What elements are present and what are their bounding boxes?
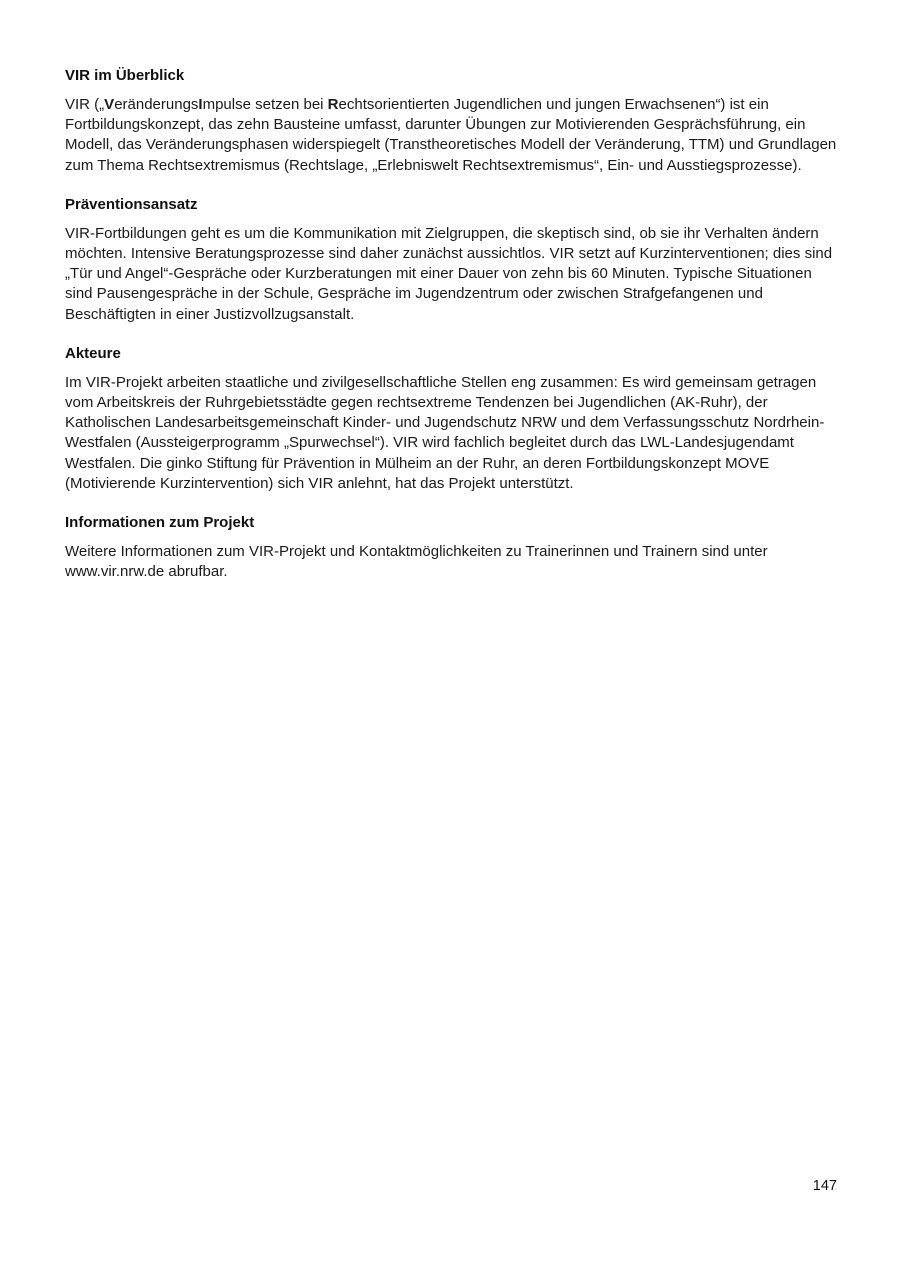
section-praeventionsansatz bbox=[65, 195, 837, 325]
overview-bold-letter-i: I bbox=[198, 96, 203, 113]
overview-text-3: mpulse setzen bei bbox=[202, 96, 328, 113]
paragraph-praeventionsansatz: VIR-Fortbildungen geht es um die Kommunikation mit Zielgruppen, die skeptisch sind, ob sie ihr Verhalten ändern möchten. Intensive Beratungsprozesse sind daher zunächst aussichtlos. VIR setzt auf Kurzinterventionen; dies sind „Tür und Angel“-Gespräche oder Kurzberatungen mit einer Dauer von zehn bis 60 Minuten. Typische Situationen sind Pausengespräche in der Schule, Gespräche im Jugendzentrum oder zwischen Strafgefangenen und Beschäftigten in einer Justizvollzugsanstalt. bbox=[65, 224, 833, 323]
overview-text-4: echtsorientierten Jugendlichen und jungen Erwachsenen“) ist ein Fortbildungskonzept, das zehn Bausteine umfasst, darunter Übungen zur Motivierenden Gesprächsführung, ein Modell, das Veränderungsphasen widerspiegelt (Transtheoretisches Modell der Veränderung, TTM) und Grundlagen zum Thema Rechtsextremismus (Rechtslage, „Erlebniswelt Rechtsextremismus“, Ein- und Ausstiegsprozesse). bbox=[65, 96, 837, 174]
overview-bold-letter-r: R bbox=[327, 96, 339, 113]
paragraph-informationen: Weitere Informationen zum VIR-Projekt und Kontaktmöglichkeiten zu Trainerinnen und Trainern sind unter www.vir.nrw.de abrufbar. bbox=[65, 543, 768, 581]
paragraph-akteure: Im VIR-Projekt arbeiten staatliche und zivilgesellschaftliche Stellen eng zusammen: Es wird gemeinsam getragen vom Arbeitskreis der Ruhrgebietsstädte gegen rechtsextreme Tendenzen bei Jugendlichen (AK-Ruhr), der Katholischen Landesarbeitsgemeinschaft Kinder- und Jugendschutz NRW und dem Verfassungsschutz Nordrhein-Westfalen (Aussteigerprogramm „Spurwechsel“). VIR wird fachlich begleitet durch das LWL-Landesjugendamt Westfalen. Die ginko Stiftung für Prävention in Mülheim an der Ruhr, an deren Fortbildungskonzept MOVE (Motivierende Kurzintervention) sich VIR anlehnt, hat das Projekt unterstützt. bbox=[65, 373, 825, 492]
document-content bbox=[65, 66, 837, 601]
section-heading-informationen: Informationen zum Projekt bbox=[65, 514, 255, 532]
section-heading-praeventionsansatz: Präventionsansatz bbox=[65, 195, 198, 213]
page-number: 147 bbox=[812, 1178, 837, 1194]
paragraph-overview bbox=[65, 95, 837, 176]
section-overview bbox=[65, 66, 837, 176]
overview-text-2: eränderungs bbox=[114, 96, 199, 113]
overview-bold-letter-v: V bbox=[104, 96, 115, 113]
section-informationen bbox=[65, 513, 837, 582]
section-heading-overview: VIR im Überblick bbox=[65, 67, 185, 84]
overview-text-1: VIR („ bbox=[65, 96, 105, 113]
section-heading-akteure: Akteure bbox=[65, 344, 121, 362]
section-akteure bbox=[65, 344, 837, 494]
